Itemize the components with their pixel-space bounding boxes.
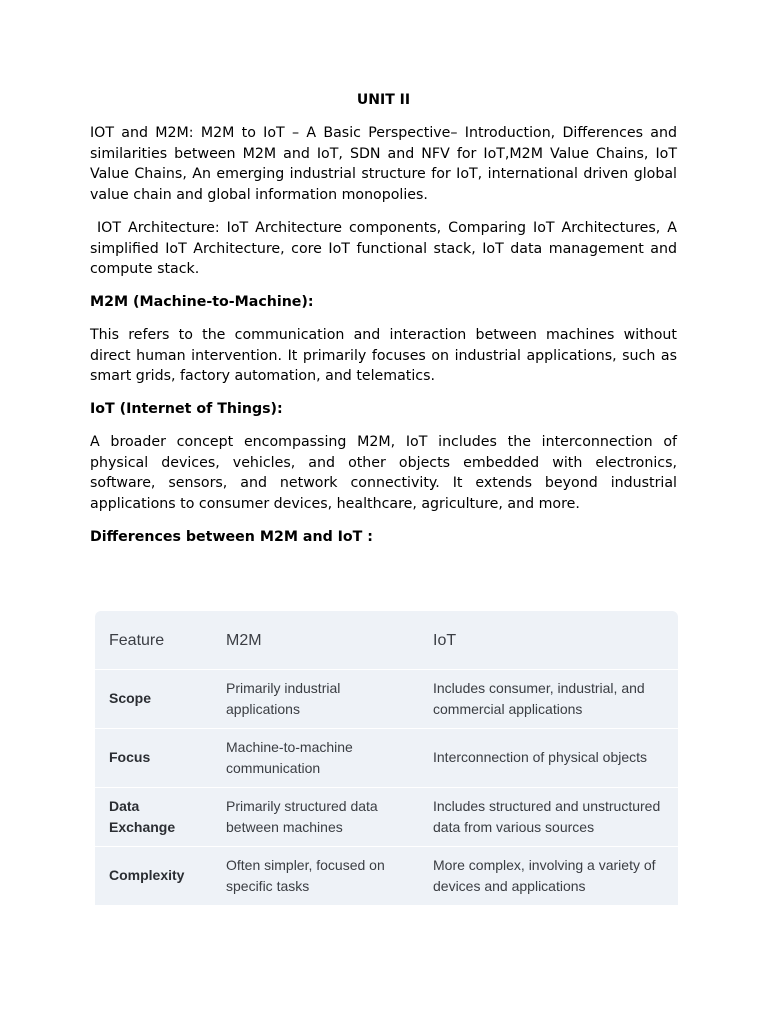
table-row bbox=[95, 669, 678, 729]
document-page bbox=[90, 90, 682, 560]
m2m-paragraph: This refers to the communication and interaction between machines without direct human intervention. It primarily focuses on industrial applications, such as smart grids, factory automation, and telematics. bbox=[90, 326, 677, 385]
feature-cell: Focus bbox=[109, 749, 151, 765]
differences-heading: Differences between M2M and IoT : bbox=[90, 528, 373, 545]
header-iot: IoT bbox=[433, 631, 457, 649]
table-row bbox=[95, 728, 678, 788]
header-feature: Feature bbox=[109, 631, 165, 649]
unit-title: UNIT II bbox=[356, 92, 411, 108]
feature-cell: Scope bbox=[109, 690, 152, 706]
iot-cell: More complex, involving a variety of devices and applications bbox=[433, 856, 656, 894]
feature-cell: Data Exchange bbox=[109, 797, 176, 835]
comparison-table bbox=[95, 611, 678, 905]
m2m-cell: Primarily industrial applications bbox=[226, 679, 341, 717]
iot-cell: Interconnection of physical objects bbox=[433, 749, 648, 765]
m2m-cell: Often simpler, focused on specific tasks bbox=[226, 856, 385, 894]
iot-paragraph: A broader concept encompassing M2M, IoT includes the interconnection of physical devices, vehicles, and other objects embedded with electronics, software, sensors, and network connectivity. It extends beyond industrial applications to consumer devices, healthcare, agriculture, and more. bbox=[90, 434, 677, 513]
m2m-cell: Machine-to-machine communication bbox=[226, 738, 353, 776]
iot-heading: IoT (Internet of Things): bbox=[90, 401, 283, 418]
iot-cell: Includes structured and unstructured data from various sources bbox=[433, 797, 661, 835]
iot-cell: Includes consumer, industrial, and commercial applications bbox=[433, 679, 645, 717]
architecture-paragraph: IOT Architecture: IoT Architecture components, Comparing IoT Architectures, A simplified IoT Architecture, core IoT functional stack, IoT data management and compute stack. bbox=[90, 219, 682, 278]
table-header-row bbox=[95, 611, 678, 670]
header-m2m: M2M bbox=[226, 631, 262, 649]
feature-cell: Complexity bbox=[109, 867, 185, 883]
m2m-cell: Primarily structured data between machines bbox=[226, 797, 378, 835]
m2m-heading: M2M (Machine-to-Machine): bbox=[90, 293, 314, 310]
intro-paragraph: IOT and M2M: M2M to IoT – A Basic Perspective– Introduction, Differences and similarities between M2M and IoT, SDN and NFV for IoT,M2M Value Chains, IoT Value Chains, An emerging industrial structure for IoT, international driven global value chain and global information monopolies. bbox=[90, 125, 677, 204]
table-row bbox=[95, 846, 678, 905]
table-row bbox=[95, 787, 678, 847]
